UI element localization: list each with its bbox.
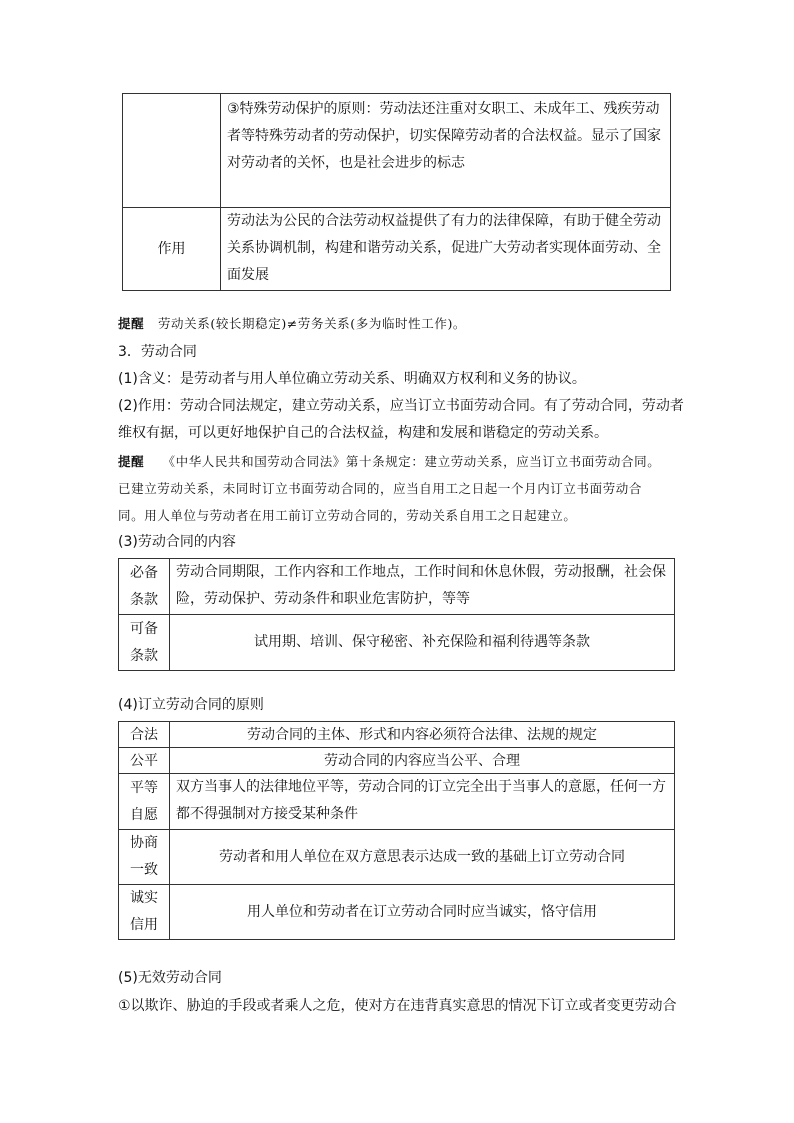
row-text: 劳动合同期限，工作内容和工作地点，工作时间和休息休假，劳动报酬，社会保 险，劳动保护、劳动条件和职业危害防护，等等 — [170, 559, 675, 615]
section-title: 3．劳动合同 — [118, 344, 197, 360]
tip-note — [118, 310, 466, 337]
row-label: 诚实 信用 — [119, 885, 170, 940]
tip-text: 劳动关系(较长期稳定)≠劳务关系(多为临时性工作)。 — [157, 316, 467, 331]
row-label: 协商 一致 — [119, 830, 170, 885]
row-label: 合法 — [119, 722, 170, 748]
text-line: 关系协调机制，构建和谐劳动关系，促进广大劳动者实现体面劳动、全 — [227, 240, 661, 256]
tip-label: 提醒 — [118, 316, 145, 331]
row-text: 用人单位和劳动者在订立劳动合同时应当诚实，恪守信用 — [170, 885, 675, 940]
tip-text-line: 同。用人单位与劳动者在用工前订立劳动合同的，劳动关系自用工之日起建立。 — [118, 508, 577, 523]
subsection-title: (3)劳动合同的内容 — [118, 534, 236, 550]
text-line: 劳动法为公民的合法劳动权益提供了有力的法律保障，有助于健全劳动 — [227, 213, 661, 229]
row-text: 双方当事人的法律地位平等，劳动合同的订立完全出于当事人的意愿，任何一方 都不得强制对方接受某种条件 — [170, 774, 675, 830]
subsection-title: (4)订立劳动合同的原则 — [118, 697, 264, 713]
text-line: 面发展 — [227, 267, 269, 283]
row-label: 平等 自愿 — [119, 774, 170, 830]
tip-text-line: 已建立劳动关系，未同时订立书面劳动合同的，应当自用工之日起一个月内订立书面劳动合 — [118, 481, 643, 496]
tip-note — [118, 448, 660, 475]
subsection-title: (5)无效劳动合同 — [118, 970, 222, 986]
paragraph-definition: (1)含义：是劳动者与用人单位确立劳动关系、明确双方权利和义务的协议。 — [118, 371, 586, 387]
row-label: 必备 条款 — [119, 559, 170, 615]
empty-label-cell — [123, 94, 221, 208]
text-line: 者等特殊劳动者的劳动保护，切实保障劳动者的合法权益。显示了国家 — [227, 128, 661, 144]
row-text: 试用期、培训、保守秘密、补充保险和福利待遇等条款 — [170, 615, 675, 671]
contract-principle-table — [118, 721, 675, 940]
row-text: 劳动合同的内容应当公平、合理 — [170, 748, 675, 774]
tip-label: 提醒 — [118, 454, 145, 469]
row-label: 公平 — [119, 748, 170, 774]
paragraph-invalid-contract: ①以欺诈、胁迫的手段或者乘人之危，使对方在违背真实意思的情况下订立或者变更劳动合 — [118, 998, 677, 1014]
text-line: 对劳动者的关怀，也是社会进步的标志 — [227, 155, 465, 171]
protection-principle-table — [122, 93, 671, 291]
contract-content-table — [118, 558, 675, 671]
row-label: 可备 条款 — [119, 615, 170, 671]
function-cell — [221, 208, 671, 291]
tip-text: 《中华人民共和国劳动合同法》第十条规定：建立劳动关系，应当订立书面劳动合同。 — [162, 454, 661, 469]
paragraph-function: (2)作用：劳动合同法规定，建立劳动关系，应当订立书面劳动合同。有了劳动合同，劳动者 — [118, 398, 684, 414]
row-text: 劳动合同的主体、形式和内容必须符合法律、法规的规定 — [170, 722, 675, 748]
row-text: 劳动者和用人单位在双方意思表示达成一致的基础上订立劳动合同 — [170, 830, 675, 885]
function-label: 作用 — [123, 208, 221, 291]
special-protection-cell — [221, 94, 671, 208]
paragraph-function-cont: 维权有据，可以更好地保护自己的合法权益，构建和发展和谐稳定的劳动关系。 — [118, 425, 608, 441]
text-line: ③特殊劳动保护的原则：劳动法还注重对女职工、未成年工、残疾劳动 — [227, 101, 660, 117]
